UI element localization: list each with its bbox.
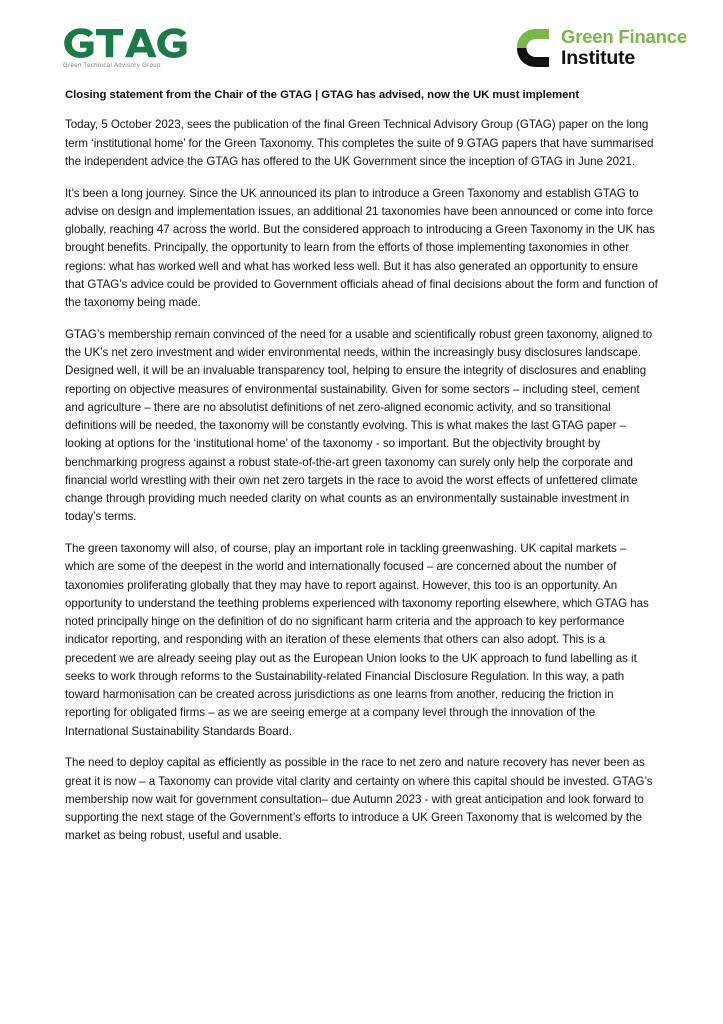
gfi-wordmark [561, 28, 687, 68]
green-finance-institute-logo [516, 28, 687, 68]
document-header [0, 0, 723, 86]
paragraph: GTAG’s membership remain convinced of the need for a usable and scientifically robust green taxonomy, aligned to the UK’s net zero investment and wider environmental needs, within the increasingly busy disclosures landscape. Designed well, it will be an invaluable transparency tool, helping to ensure the integrity of disclosures and enabling reporting on objective measures of environmental sustainability. Given for some sectors – including steel, cement and agriculture – there are no absolutist definitions of net zero-aligned economic activity, and so transitional definitions will be needed, the taxonomy will be constantly evolving. This is what makes the last GTAG paper – looking at options for the ‘institutional home’ of the taxonomy - so important. But the objectivity brought by benchmarking progress against a robust state-of-the-art green taxonomy can surely only help the corporate and financial world wrestling with their own net zero targets in the race to avoid the worst effects of unfettered climate change through providing much needed clarity on what counts as an environmentally sustainable investment in today’s terms. [65, 327, 653, 524]
paragraph: The green taxonomy will also, of course, play an important role in tackling greenwashing. UK capital markets – which are some of the deepest in the world and internationally focused – are concerned about the number of taxonomies proliferating globally that they may have to report against. However, this too is an opportunity. An opportunity to understand the teething problems experienced with taxonomy reporting elsewhere, which GTAG has noted principally hinge on the definition of do no significant harm criteria and the approach to key performance indicator reporting, and responding with an iteration of these elements that others can also adopt. This is a precedent we are already seeing play out as the European Union looks to the UK approach to fund labelling as it seeks to work through reforms to the Sustainability-related Financial Disclosure Regulation. In this way, a path toward harmonisation can be created across jurisdictions as one learns from another, reducing the friction in reporting for obligated firms – as we are seeing emerge at a company level through the innovation of the International Sustainability Standards Board. [65, 542, 649, 738]
gtag-wordmark-icon [63, 26, 189, 60]
paragraph: The need to deploy capital as efficiently as possible in the race to net zero and nature recovery has never been as great it is now – a Taxonomy can provide vital clarity and certainty on where this capital should be invested. GTAG’s membership now wait for government consultation– due Autumn 2023 - with great anticipation and look forward to supporting the next stage of the Government’s efforts to introduce a UK Green Taxonomy that is welcomed by the market as being robust, useful and usable. [65, 756, 653, 843]
gfi-line-green-finance: Green Finance [561, 26, 687, 47]
gfi-line-institute: Institute [561, 46, 636, 69]
paragraph: It’s been a long journey. Since the UK announced its plan to introduce a Green Taxonomy and establish GTAG to advise on design and implementation issues, an additional 21 taxonomies have been announced or come into force globally, reaching 47 across the world. But the considered approach to introducing a Green Taxonomy in the UK has brought benefits. Principally, the opportunity to learn from the efforts of those implementing taxonomies in other regions: what has worked well and what has worked less well. But it has also generated an opportunity to ensure that GTAG’s advice could be provided to Government officials ahead of final decisions about the form and function of the taxonomy being made. [65, 186, 658, 310]
gtag-tagline: Green Technical Advisory Group [63, 62, 161, 69]
gtag-logo [63, 26, 193, 69]
document-title: Closing statement from the Chair of the GTAG | GTAG has advised, now the UK must implement [65, 89, 580, 101]
document-body [65, 88, 659, 846]
gfi-c-mark-icon [516, 28, 552, 68]
paragraph: Today, 5 October 2023, sees the publication of the final Green Technical Advisory Group (GTAG) paper on the long term ‘institutional home’ for the Green Taxonomy. This completes the suite of 9 GTAG papers that have summarised the independent advice the GTAG has offered to the UK Government since the inception of GTAG in June 2021. [65, 118, 654, 168]
